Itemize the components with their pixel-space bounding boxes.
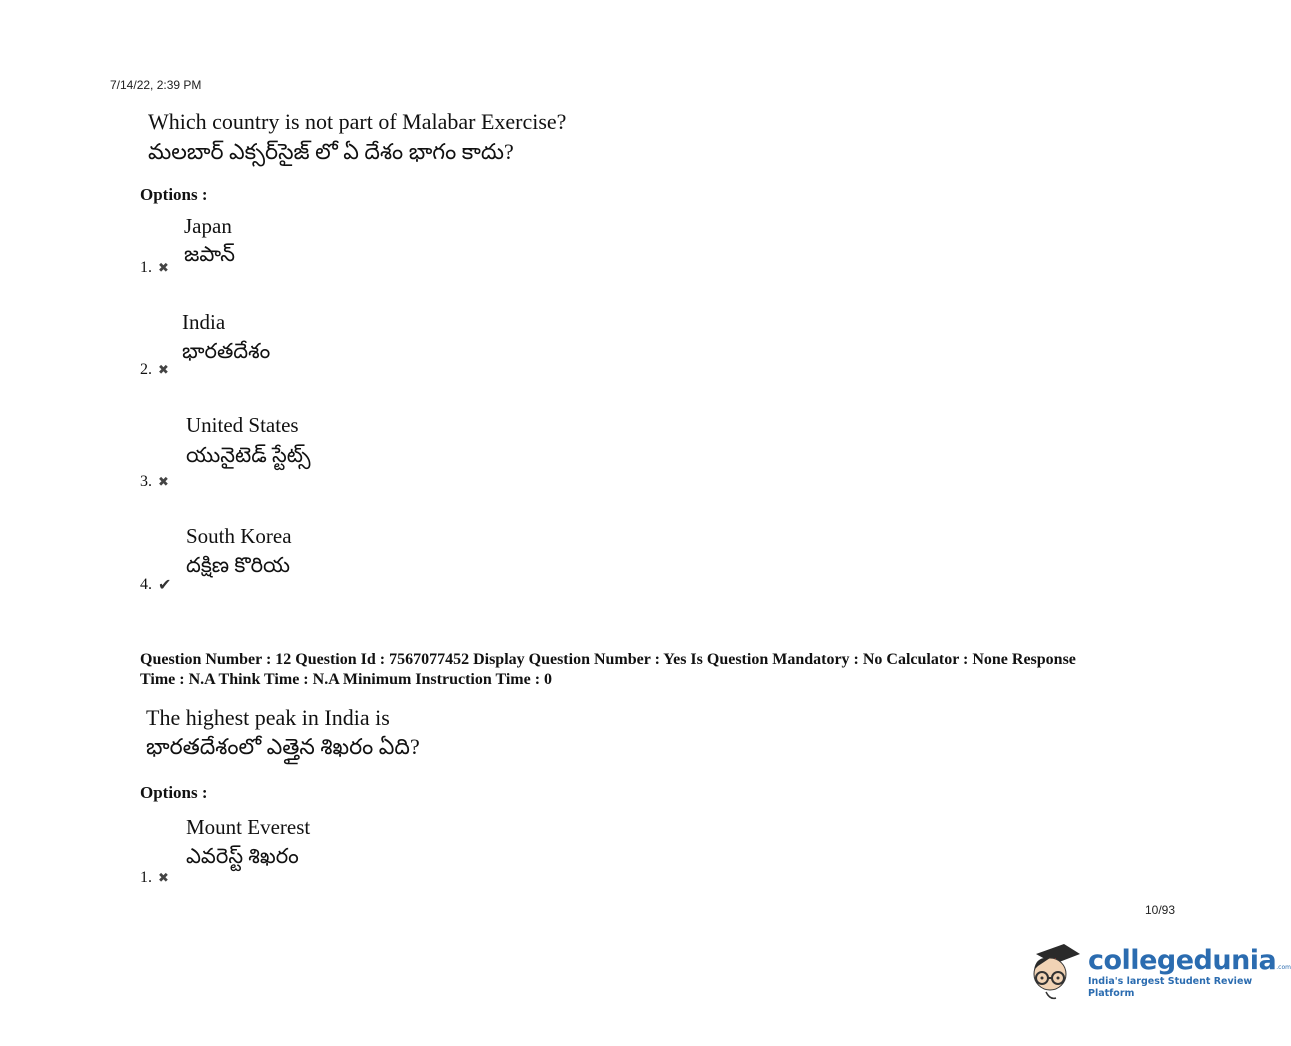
- option-3-telugu: యునైటెడ్ స్టేట్స్: [186, 443, 311, 467]
- question-meta-line-2: Time : N.A Think Time : N.A Minimum Instruction Time : 0: [140, 671, 553, 688]
- question-text-telugu: భారతదేశంలో ఎత్తైన శిఖరం ఏది?: [146, 734, 420, 759]
- option-1-marker: [140, 259, 169, 277]
- question-text-english: The highest peak in India is: [146, 705, 390, 730]
- brand-logo: [1024, 940, 1291, 1006]
- option-3-english: United States: [186, 413, 299, 437]
- option-number: 3.: [140, 473, 152, 490]
- option-4-marker: [140, 575, 171, 594]
- option-1-english: Japan: [184, 214, 232, 238]
- option-1-telugu: ఎవరెస్ట్ శిఖరం: [186, 844, 299, 868]
- cross-icon: ✖: [158, 362, 169, 378]
- option-1-telugu: జపాన్: [184, 242, 235, 266]
- print-timestamp: 7/14/22, 2:39 PM: [110, 78, 202, 92]
- question-meta-line-1: Question Number : 12 Question Id : 7567077452 Display Question Number : Yes Is Question Mandatory : No Calculator : None Response: [140, 651, 1076, 668]
- question-text-english: Which country is not part of Malabar Exercise?: [148, 109, 567, 134]
- brand-name-row: [1088, 946, 1291, 976]
- brand-suffix: .com: [1276, 964, 1291, 971]
- option-number: 1.: [140, 869, 152, 886]
- question-meta: [140, 650, 1170, 690]
- cross-icon: ✖: [158, 870, 169, 886]
- options-label: Options :: [140, 783, 208, 802]
- options-label: Options :: [140, 185, 208, 204]
- option-number: 2.: [140, 361, 152, 378]
- check-icon: ✔: [158, 575, 172, 594]
- option-1-marker: [140, 869, 169, 887]
- brand-name: collegedunia: [1088, 945, 1277, 976]
- option-2-marker: [140, 361, 169, 379]
- question-text-telugu: మలబార్ ఎక్సర్‌సైజ్ లో ఏ దేశం భాగం కాదు?: [148, 139, 514, 164]
- cross-icon: ✖: [158, 474, 169, 490]
- option-4-english: South Korea: [186, 524, 292, 548]
- option-number: 4.: [140, 575, 152, 593]
- option-2-english: India: [182, 310, 226, 334]
- option-2-telugu: భారతదేశం: [182, 339, 271, 363]
- brand-tagline: India's largest Student Review Platform: [1088, 976, 1253, 999]
- page-number: 10/93: [1145, 903, 1176, 917]
- brand-text: [1088, 946, 1291, 1000]
- option-4-telugu: దక్షిణ కొరియ: [186, 553, 291, 577]
- option-number: 1.: [140, 259, 152, 276]
- cross-icon: ✖: [158, 260, 169, 276]
- option-3-marker: [140, 473, 169, 491]
- option-1-english: Mount Everest: [186, 815, 311, 839]
- mascot-icon: [1024, 940, 1082, 1006]
